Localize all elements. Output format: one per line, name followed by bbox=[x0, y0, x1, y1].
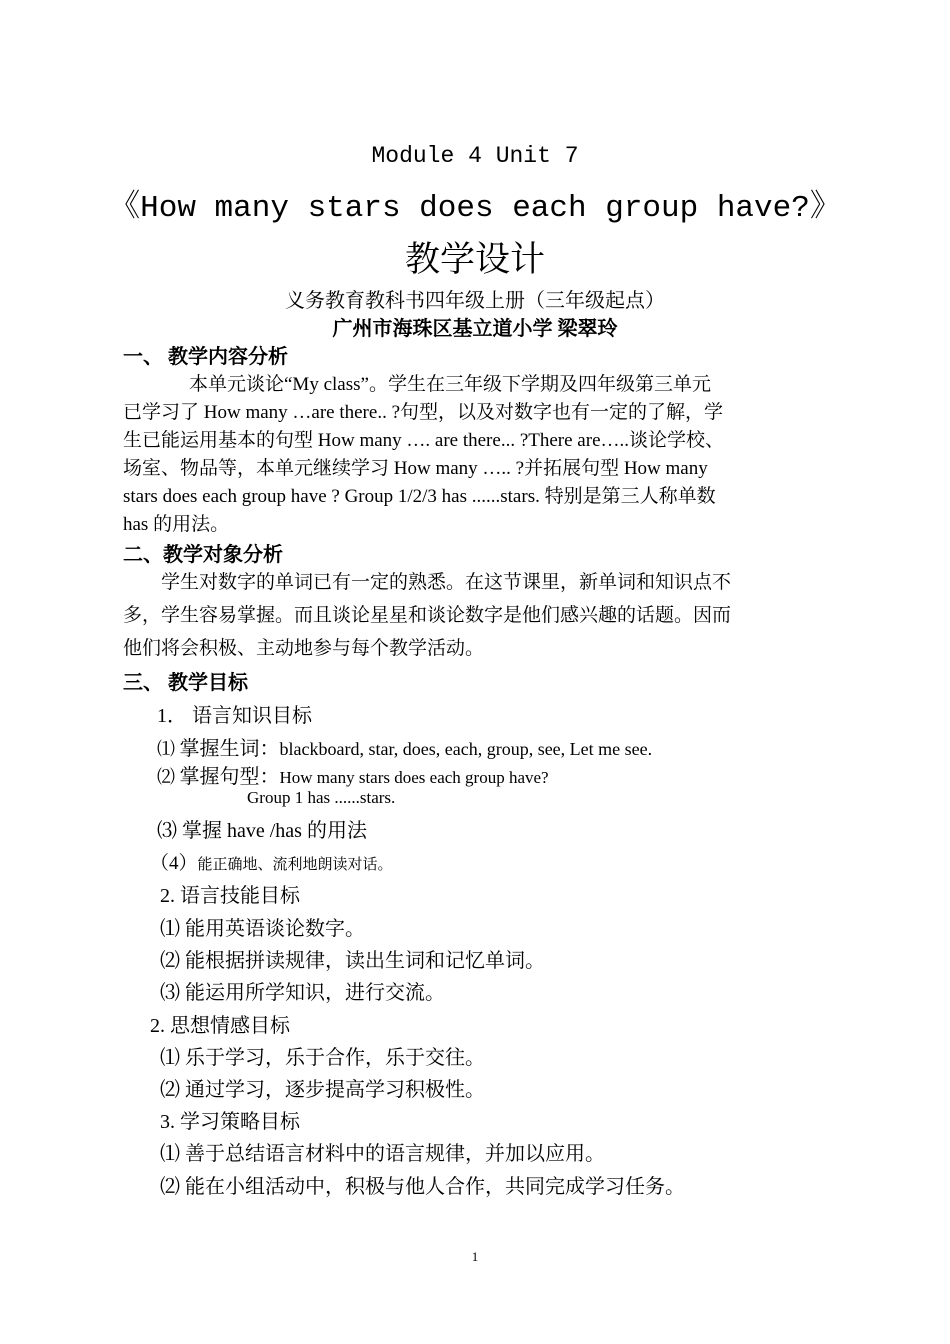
paragraph-line: 他们将会积极、主动地参与每个教学活动。 bbox=[123, 638, 485, 659]
goal2-heading: 2. 语言技能目标 bbox=[160, 885, 300, 907]
goal1-item-continuation: Group 1 has ......stars. bbox=[247, 788, 396, 807]
goal4-heading: 3. 学习策略目标 bbox=[160, 1111, 300, 1133]
page-number: 1 bbox=[471, 1249, 479, 1264]
item-text: blackboard, star, does, each, group, see, Let me see. bbox=[279, 739, 653, 759]
item-label: 掌握生词： bbox=[179, 738, 280, 760]
paragraph-line: 生已能运用基本的句型 How many …. are there... ?There are…..谈论学校、 bbox=[123, 430, 724, 451]
author-line: 广州市海珠区基立道小学 梁翠玲 bbox=[332, 318, 618, 340]
goal3-item: ⑴ 乐于学习，乐于合作，乐于交往。 bbox=[160, 1047, 485, 1069]
goal3-heading: 2. 思想情感目标 bbox=[150, 1015, 290, 1037]
paragraph-line: 学生对数字的单词已有一定的熟悉。在这节课里，新单词和知识点不 bbox=[161, 572, 732, 593]
paragraph-line: 场室、物品等，本单元继续学习 How many ….. ?并拓展句型 How many bbox=[123, 458, 708, 479]
section2-heading: 二、教学对象分析 bbox=[123, 544, 283, 566]
goal2-item: ⑴ 能用英语谈论数字。 bbox=[160, 918, 365, 940]
paragraph-line: 已学习了 How many …are there.. ?句型，以及对数字也有一定的了解，学 bbox=[123, 402, 724, 423]
goal1-item bbox=[157, 732, 652, 761]
goal4-item: ⑴ 善于总结语言材料中的语言规律，并加以应用。 bbox=[160, 1143, 605, 1165]
paragraph-line: has 的用法。 bbox=[123, 514, 230, 535]
goal2-item: ⑶ 能运用所学知识，进行交流。 bbox=[160, 982, 445, 1004]
goal1-item: ⑶ 掌握 have /has 的用法 bbox=[157, 820, 367, 842]
item-number: ⑴ bbox=[157, 739, 175, 759]
section3-heading: 三、 教学目标 bbox=[123, 672, 248, 694]
document-title: 《How many stars does each group have?》 bbox=[109, 191, 841, 226]
goal1-item bbox=[150, 848, 393, 875]
item-label: 掌握句型： bbox=[179, 766, 280, 788]
goal3-item: ⑵ 通过学习，逐步提高学习积极性。 bbox=[160, 1079, 485, 1101]
document-subtitle: 教学设计 bbox=[404, 240, 545, 279]
item-number: ⑵ bbox=[157, 767, 175, 787]
goal4-item: ⑵ 能在小组活动中，积极与他人合作，共同完成学习任务。 bbox=[160, 1176, 685, 1198]
book-info: 义务教育教科书四年级上册（三年级起点） bbox=[285, 290, 665, 312]
paragraph-line: 本单元谈论“My class”。学生在三年级下学期及四年级第三单元 bbox=[189, 374, 711, 395]
paragraph-line: 多，学生容易掌握。而且谈论星星和谈论数字是他们感兴趣的话题。因而 bbox=[123, 605, 732, 626]
goal1-heading: 1． 语言知识目标 bbox=[157, 705, 312, 727]
goal1-item bbox=[157, 760, 549, 789]
section1-heading: 一、 教学内容分析 bbox=[123, 346, 288, 368]
item-text: 能正确地、流利地朗读对话。 bbox=[197, 857, 393, 873]
item-text: How many stars does each group have? bbox=[279, 768, 549, 787]
item-number: （4） bbox=[150, 853, 198, 874]
goal2-item: ⑵ 能根据拼读规律，读出生词和记忆单词。 bbox=[160, 950, 545, 972]
module-line: Module 4 Unit 7 bbox=[371, 143, 579, 169]
paragraph-line: stars does each group have ? Group 1/2/3 has ......stars. 特别是第三人称单数 bbox=[123, 486, 716, 507]
